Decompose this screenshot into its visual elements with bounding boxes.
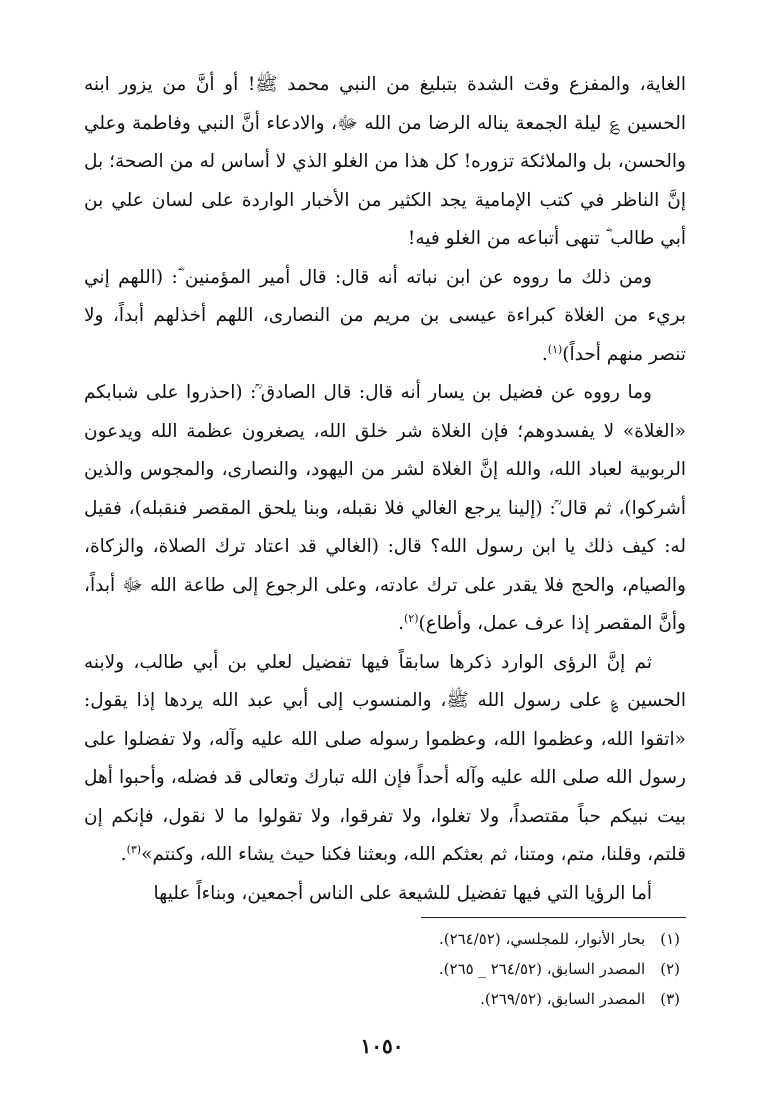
paragraph-4 bbox=[84, 644, 686, 875]
paragraph-2-text: ومن ذلك ما رووه عن ابن نباته أنه قال: قال أمير المؤمنين ؓ: (اللهم إني بريء من الغلاة كبراءة عيسى بن مريم من النصارى، اللهم أخذلهم أبداً، ولا تنصر منهم أحداً) bbox=[84, 266, 686, 365]
paragraph-3-tail: . bbox=[398, 613, 404, 634]
paragraph-3 bbox=[84, 374, 686, 644]
page-number: ١٠٥٠ bbox=[360, 1034, 404, 1058]
footnote-2 bbox=[120, 954, 680, 984]
paragraph-4-text: ثم إنَّ الرؤى الوارد ذكرها سابقاً فيها تفضيل لعلي بن أبي طالب، ولابنه الحسين ؏ على رسول الله ﷺ، والمنسوب إلى أبي عبد الله يردها إذا يقول: «اتقوا الله، وعظموا الله، وعظموا رسوله صلى الله عليه وآله، ولا تفضلوا على رسول الله صلى الله عليه وآله أحداً فإن الله تبارك وتعالى قد فضله، وأحبوا أهل بيت نبيكم حباً مقتصداً، ولا تغلوا، ولا تفرقوا، ولا تقولوا ما لا نقول، فإنكم إن قلتم، وقلنا، متم، ومتنا، ثم بعثكم الله، وبعثنا فكنا حيث يشاء الله، وكنتم» bbox=[84, 651, 686, 865]
footnote-2-number: (٢) bbox=[660, 960, 680, 978]
footnote-ref-3[interactable]: (٣) bbox=[126, 842, 142, 856]
footnote-ref-2[interactable]: (٢) bbox=[403, 611, 419, 625]
footnote-ref-1[interactable]: (١) bbox=[547, 342, 563, 356]
footnote-1 bbox=[120, 924, 680, 954]
paragraph-3-text: وما رووه عن فضيل بن يسار أنه قال: قال الصادق ؒ: (احذروا على شبابكم «الغلاة» لا يفسدوهم؛ فإن الغلاة شر خلق الله، يصغرون عظمة الله ويدعون الربوبية لعباد الله، والله إنَّ الغلاة لشر من اليهود، والنصارى، والمجوس والذين أشركوا)، ثم قال ؒ: (إلينا يرجع الغالي فلا نقبله، وبنا يلحق المقصر فنقبله)، فقيل له: كيف ذلك يا ابن رسول الله؟ قال: (الغالي قد اعتاد ترك الصلاة، والزكاة، والصيام، والحج فلا يقدر على ترك عادته، وعلى الرجوع إلى طاعة الله ﷻ أبداً، وأنَّ المقصر إذا عرف عمل، وأطاع) bbox=[84, 382, 686, 634]
footnote-3-number: (٣) bbox=[660, 990, 680, 1008]
paragraph-2 bbox=[84, 259, 686, 375]
paragraph-2-tail: . bbox=[541, 343, 548, 365]
paragraph-1-text: الغاية، والمفزع وقت الشدة بتبليغ من النبي محمد ﷺ! أو أنَّ من يزور ابنه الحسين ؏ ليلة الجمعة يناله الرضا من الله ﷻ، والادعاء أنَّ النبي وفاطمة وعلي والحسن، بل والملائكة تزوره! كل هذا من الغلو الذي لا أساس له من الصحة؛ بل إنَّ الناظر في كتب الإمامية يجد الكثير من الأخبار الواردة على لسان علي بن أبي طالب ؓ تنهى أتباعه من الغلو فيه! bbox=[84, 74, 686, 249]
paragraph-4-tail: . bbox=[120, 844, 127, 865]
footnote-3-text: المصدر السابق، (٢٦٩/٥٢). bbox=[480, 990, 646, 1008]
paragraph-1 bbox=[84, 66, 686, 259]
footnote-divider bbox=[421, 917, 686, 918]
footnotes bbox=[120, 924, 680, 1014]
paragraph-5-text: أما الرؤيا التي فيها تفضيل للشيعة على الناس أجمعين، وبناءاً عليها bbox=[153, 882, 652, 904]
footnote-1-number: (١) bbox=[660, 930, 680, 948]
main-text bbox=[84, 66, 686, 913]
footnote-3 bbox=[120, 984, 680, 1014]
paragraph-5 bbox=[84, 875, 686, 914]
footnote-2-text: المصدر السابق، (٢٦٤/٥٢ _ ٢٦٥). bbox=[438, 960, 646, 978]
footnote-1-text: بحار الأنوار، للمجلسي، (٢٦٤/٥٢). bbox=[438, 930, 646, 948]
